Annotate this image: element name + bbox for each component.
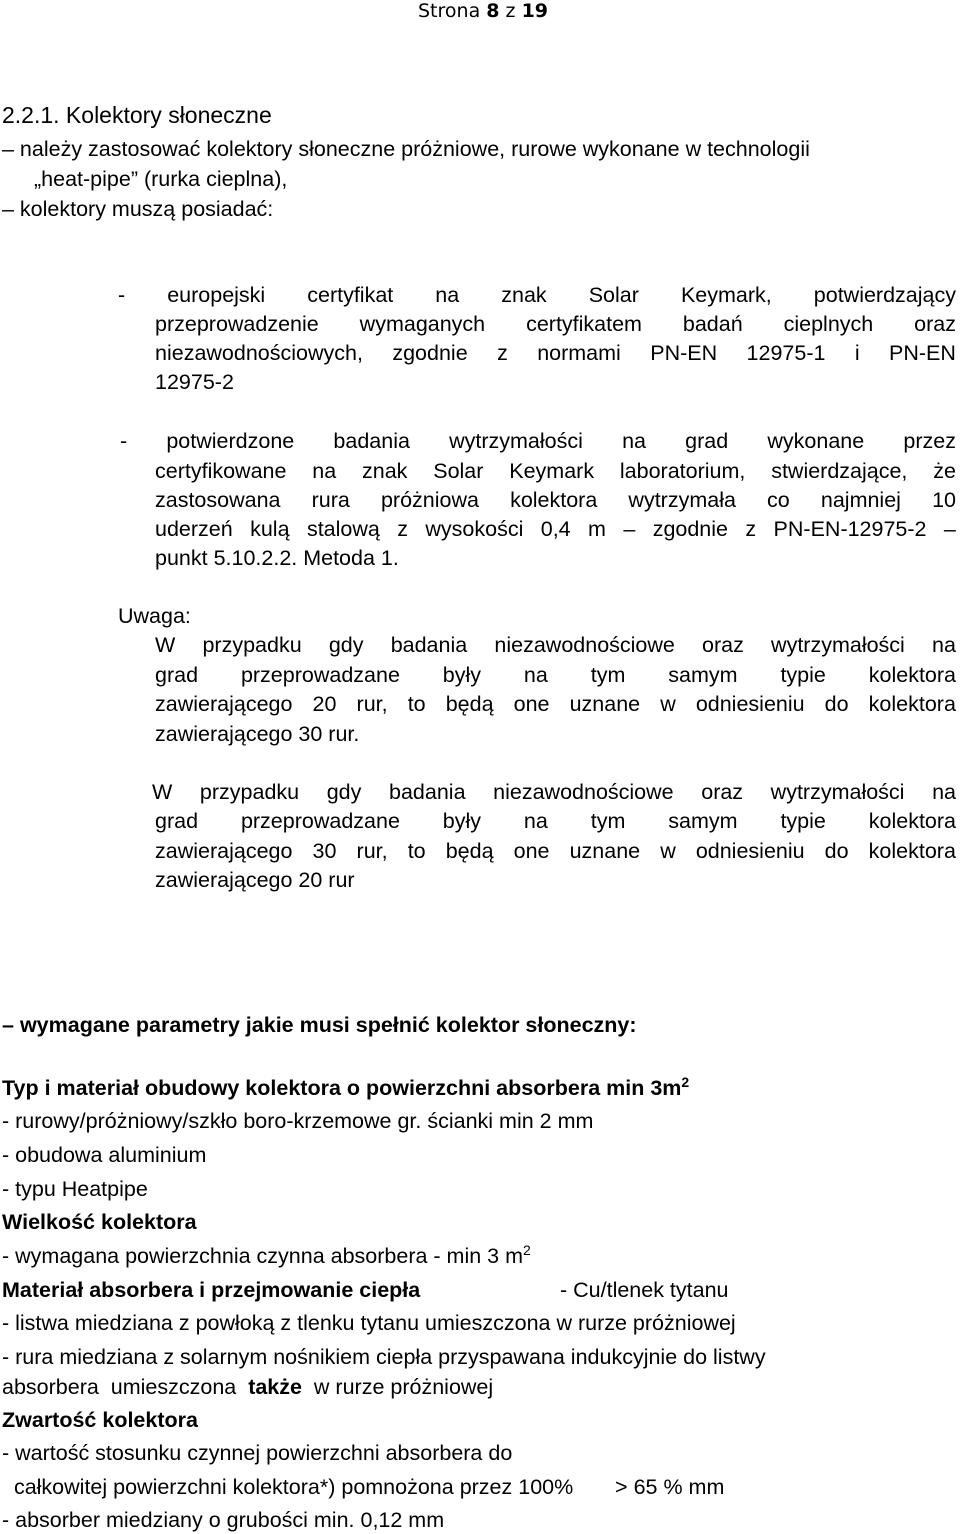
word: europejski bbox=[167, 283, 266, 307]
word: potwierdzający bbox=[813, 283, 956, 307]
word: oraz bbox=[702, 633, 744, 657]
word: 20 bbox=[312, 692, 337, 716]
word: wytrzymałości bbox=[771, 633, 905, 657]
type-item-3: - typu Heatpipe bbox=[2, 1177, 148, 1201]
word: PN-EN bbox=[650, 341, 718, 365]
material-tail-post: w rurze próżniowej bbox=[301, 1375, 494, 1399]
word: znak bbox=[362, 459, 408, 483]
word: – bbox=[623, 517, 636, 541]
word: zawierającego bbox=[155, 839, 293, 863]
note-para2-line-4: zawierającego 20 rur bbox=[155, 868, 355, 892]
note-para2-line-3 bbox=[155, 838, 956, 864]
word: certyfikowane bbox=[155, 459, 287, 483]
cert2-line-1 bbox=[120, 428, 956, 454]
word: na bbox=[435, 283, 460, 307]
word: m bbox=[588, 517, 606, 541]
word: uderzeń bbox=[155, 517, 233, 541]
page-total: 19 bbox=[521, 0, 549, 22]
word: 30 bbox=[312, 839, 337, 863]
word: one bbox=[513, 692, 550, 716]
note-para1-line-1 bbox=[155, 632, 956, 658]
bullet-1-cont: „heat-pipe” (rurka cieplna), bbox=[34, 167, 288, 191]
type-item-2: - obudowa aluminium bbox=[2, 1143, 207, 1167]
word: oraz bbox=[701, 780, 744, 804]
word: przez bbox=[903, 429, 956, 453]
word: przeprowadzane bbox=[240, 663, 400, 687]
cert2-line-2 bbox=[155, 458, 956, 484]
word: cieplnych bbox=[783, 312, 874, 336]
value-item-3: - absorber miedziany o grubości min. 0,12 mm bbox=[2, 1508, 445, 1532]
word: Keymark bbox=[509, 459, 595, 483]
word: zawierającego bbox=[155, 692, 293, 716]
word: to bbox=[407, 692, 426, 716]
word: wymaganych bbox=[359, 312, 486, 336]
cert1-line-3 bbox=[155, 340, 956, 366]
note-label: Uwaga: bbox=[118, 604, 191, 628]
material-value: - Cu/tlenek tytanu bbox=[560, 1278, 729, 1302]
value-item-2: całkowitej powierzchni kolektora*) pomnożona przez 100% > 65 % mm bbox=[2, 1475, 725, 1499]
word: będą bbox=[445, 692, 494, 716]
type-heading bbox=[2, 1075, 689, 1101]
word: - bbox=[120, 429, 128, 453]
word: normami bbox=[537, 341, 621, 365]
word: rura bbox=[311, 488, 350, 512]
word: Keymark, bbox=[680, 283, 772, 307]
word: odniesieniu bbox=[695, 692, 805, 716]
word: to bbox=[407, 839, 426, 863]
word: przypadku bbox=[199, 780, 300, 804]
word: badania bbox=[390, 633, 468, 657]
word: przypadku bbox=[202, 633, 302, 657]
material-tail-bold: także bbox=[248, 1375, 302, 1399]
material-heading-row bbox=[2, 1277, 420, 1303]
word: w bbox=[660, 839, 676, 863]
note-para2-line-2 bbox=[155, 808, 956, 834]
cert1-line-4: 12975-2 bbox=[155, 370, 234, 394]
word: grad bbox=[155, 663, 199, 687]
type-heading-text: Typ i materiał obudowy kolektora o powierzchni absorbera min 3m bbox=[2, 1076, 682, 1100]
word: kolektora bbox=[510, 488, 598, 512]
word: stwierdzające, bbox=[771, 459, 908, 483]
word: najmniej bbox=[820, 488, 901, 512]
word: niezawodnościowe bbox=[494, 633, 675, 657]
word: zgodnie bbox=[392, 341, 468, 365]
word: Solar bbox=[433, 459, 484, 483]
word: – bbox=[943, 517, 956, 541]
word: wykonane bbox=[767, 429, 865, 453]
word: na bbox=[932, 633, 956, 657]
word: - bbox=[118, 283, 126, 307]
word: W bbox=[155, 633, 176, 657]
cert1-line-1 bbox=[118, 282, 956, 308]
word: będą bbox=[445, 839, 494, 863]
word: kolektora bbox=[868, 809, 956, 833]
word: na bbox=[312, 459, 337, 483]
word: odniesieniu bbox=[695, 839, 805, 863]
cert1-line-2 bbox=[155, 311, 956, 337]
word: tym bbox=[590, 663, 626, 687]
word: oraz bbox=[914, 312, 956, 336]
material-tail-pre: absorbera umieszczona bbox=[2, 1375, 249, 1399]
size-heading: Wielkość kolektora bbox=[2, 1210, 197, 1234]
cert2-line-5: punkt 5.10.2.2. Metoda 1. bbox=[155, 546, 399, 570]
cert2-line-4 bbox=[155, 516, 956, 542]
note-para1-line-3 bbox=[155, 691, 956, 717]
word: próżniowa bbox=[380, 488, 479, 512]
word: przeprowadzane bbox=[240, 809, 400, 833]
word: rur, bbox=[356, 839, 388, 863]
word: wysokości bbox=[425, 517, 524, 541]
word: kolektora bbox=[868, 692, 956, 716]
word: przeprowadzenie bbox=[155, 312, 319, 336]
note-para2-line-1 bbox=[152, 779, 956, 805]
word: badania bbox=[389, 780, 466, 804]
word: certyfikat bbox=[307, 283, 394, 307]
word: potwierdzone bbox=[166, 429, 295, 453]
word: kulą bbox=[250, 517, 290, 541]
value-heading: Zwartość kolektora bbox=[2, 1408, 198, 1432]
word: wytrzymała bbox=[628, 488, 736, 512]
word: W bbox=[152, 780, 173, 804]
word: że bbox=[933, 459, 956, 483]
page-number: 8 bbox=[486, 0, 500, 22]
word: 12975-1 bbox=[746, 341, 826, 365]
params-heading-text: wymagane parametry jakie musi spełnić kolektor słoneczny: bbox=[19, 1013, 637, 1037]
word: 10 bbox=[932, 488, 956, 512]
page-label: Strona bbox=[418, 0, 487, 22]
word: co bbox=[767, 488, 790, 512]
word: były bbox=[442, 663, 482, 687]
word: uznane bbox=[569, 692, 641, 716]
word: do bbox=[824, 839, 849, 863]
word: grad bbox=[155, 809, 199, 833]
word: Solar bbox=[588, 283, 639, 307]
word: gdy bbox=[326, 780, 362, 804]
bullet-1: – należy zastosować kolektory słoneczne próżniowe, rurowe wykonane w technologii bbox=[2, 137, 810, 161]
word: samym bbox=[668, 809, 738, 833]
word: zgodnie bbox=[652, 517, 729, 541]
word: typie bbox=[780, 663, 826, 687]
type-heading-sup: 2 bbox=[681, 1073, 690, 1090]
material-item-1: - listwa miedziana z powłoką z tlenku tytanu umieszczona w rurze próżniowej bbox=[2, 1311, 736, 1335]
word: na bbox=[622, 429, 646, 453]
word: znak bbox=[501, 283, 547, 307]
word: grad bbox=[685, 429, 729, 453]
word: badania bbox=[333, 429, 410, 453]
word: badań bbox=[682, 312, 743, 336]
material-item-tail bbox=[2, 1374, 493, 1400]
word: rur, bbox=[356, 692, 388, 716]
size-item-text: - wymagana powierzchnia czynna absorbera - min 3 m bbox=[2, 1244, 524, 1268]
word: na bbox=[523, 663, 548, 687]
word: i bbox=[854, 341, 860, 365]
word: laboratorium, bbox=[619, 459, 746, 483]
size-item bbox=[2, 1243, 531, 1269]
word: na bbox=[932, 780, 956, 804]
word: z bbox=[745, 517, 757, 541]
word: były bbox=[442, 809, 482, 833]
word: kolektora bbox=[868, 663, 956, 687]
note-para1-line-4: zawierającego 30 rur. bbox=[155, 722, 360, 746]
word: stalową bbox=[306, 517, 380, 541]
cert2-line-3 bbox=[155, 487, 956, 513]
word: one bbox=[513, 839, 550, 863]
word: PN-EN-12975-2 bbox=[773, 517, 927, 541]
word: zastosowana bbox=[155, 488, 281, 512]
page-header bbox=[418, 0, 548, 24]
word: wytrzymałości bbox=[770, 780, 905, 804]
word: 0,4 bbox=[540, 517, 571, 541]
word: PN-EN bbox=[889, 341, 956, 365]
page-separator: z bbox=[499, 0, 522, 22]
word: kolektora bbox=[868, 839, 956, 863]
word: z bbox=[497, 341, 508, 365]
word: certyfikatem bbox=[526, 312, 642, 336]
word: z bbox=[397, 517, 408, 541]
params-heading bbox=[2, 1012, 637, 1038]
note-para1-line-2 bbox=[155, 662, 956, 688]
word: typie bbox=[780, 809, 826, 833]
word: wytrzymałości bbox=[449, 429, 583, 453]
type-item-1: - rurowy/próżniowy/szkło boro-krzemowe gr. ścianki min 2 mm bbox=[2, 1109, 594, 1133]
size-item-sup: 2 bbox=[523, 1241, 531, 1258]
word: gdy bbox=[328, 633, 364, 657]
value-item-1: - wartość stosunku czynnej powierzchni absorbera do bbox=[2, 1441, 513, 1465]
word: niezawodnościowych, bbox=[155, 341, 363, 365]
material-item-2: - rura miedziana z solarnym nośnikiem ciepła przyspawana indukcyjnie do listwy bbox=[2, 1345, 766, 1369]
word: uznane bbox=[569, 839, 641, 863]
params-heading-dash: – bbox=[2, 1013, 14, 1037]
word: tym bbox=[590, 809, 626, 833]
bullet-2: – kolektory muszą posiadać: bbox=[2, 197, 274, 221]
word: do bbox=[824, 692, 849, 716]
section-title: 2.2.1. Kolektory słoneczne bbox=[2, 102, 272, 128]
material-heading: Materiał absorbera i przejmowanie ciepła bbox=[2, 1278, 421, 1302]
word: w bbox=[660, 692, 676, 716]
word: samym bbox=[668, 663, 738, 687]
word: niezawodnościowe bbox=[493, 780, 674, 804]
word: na bbox=[523, 809, 548, 833]
